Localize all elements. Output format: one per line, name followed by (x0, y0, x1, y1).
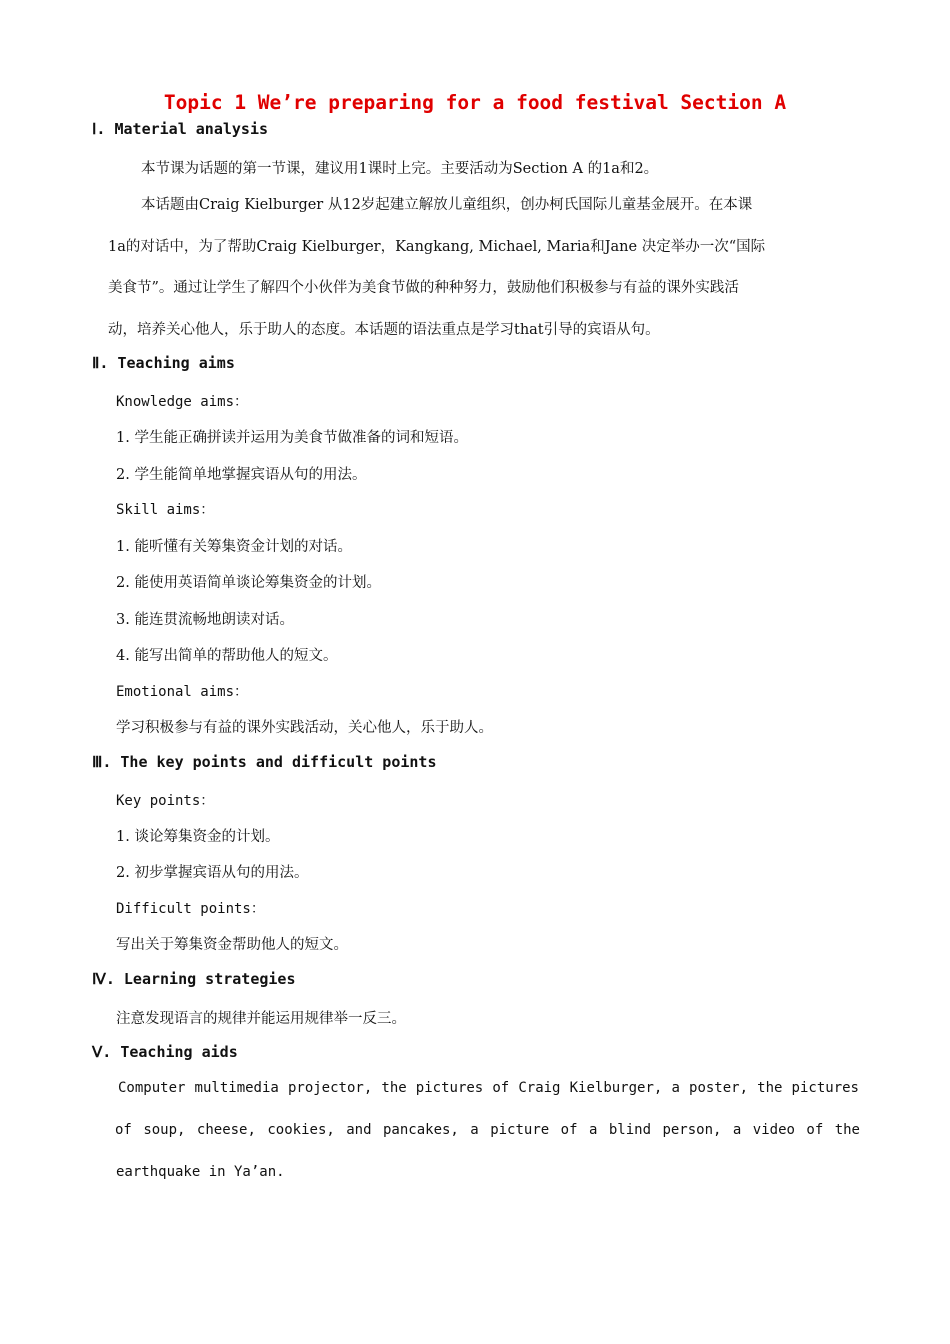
skill-aim-item: 3. 能连贯流畅地朗读对话。 (116, 612, 294, 628)
key-point-item: 1. 谈论筹集资金的计划。 (116, 829, 280, 845)
section-heading-teaching-aids: Ⅴ. Teaching aids (92, 1043, 238, 1061)
material-paragraph-2-line-1: 本话题由Craig Kielburger 从12岁起建立解放儿童组织，创办柯氏国际儿童基金展开。在本课 (141, 197, 753, 213)
material-paragraph-1: 本节课为话题的第一节课，建议用1课时上完。主要活动为Section A 的1a和2。 (141, 161, 659, 177)
skill-aim-item: 1. 能听懂有关筹集资金计划的对话。 (116, 539, 352, 555)
knowledge-aims-label: Knowledge aims： (116, 394, 249, 410)
learning-strategies-text: 注意发现语言的规律并能运用规律举一反三。 (116, 1011, 406, 1027)
emotional-aims-label: Emotional aims： (116, 684, 249, 700)
emotional-aims-text: 学习积极参与有益的课外实践活动，关心他人，乐于助人。 (116, 720, 493, 736)
skill-aim-item: 4. 能写出简单的帮助他人的短文。 (116, 648, 338, 664)
skill-aims-label: Skill aims： (116, 502, 215, 518)
difficult-points-label: Difficult points： (116, 901, 265, 917)
material-paragraph-2-line-2: 1a的对话中，为了帮助Craig Kielburger，Kangkang, Michael, Maria和Jane 决定举办一次“国际 (108, 239, 766, 255)
section-heading-key-points: Ⅲ. The key points and difficult points (92, 753, 437, 771)
teaching-aids-line-2: of soup, cheese, cookies, and pancakes, a picture of a blind person, a video of the (115, 1122, 860, 1138)
key-points-label: Key points： (116, 793, 215, 809)
material-paragraph-2-line-3: 美食节”。通过让学生了解四个小伙伴为美食节做的种种努力，鼓励他们积极参与有益的课外实践活 (108, 280, 739, 296)
key-point-item: 2. 初步掌握宾语从句的用法。 (116, 865, 309, 881)
section-heading-teaching-aims: Ⅱ. Teaching aims (92, 354, 235, 372)
teaching-aids-line-1: Computer multimedia projector, the pictures of Craig Kielburger, a poster, the pictures (118, 1080, 859, 1096)
section-heading-learning-strategies: Ⅳ. Learning strategies (92, 970, 296, 988)
skill-aim-item: 2. 能使用英语简单谈论筹集资金的计划。 (116, 575, 381, 591)
teaching-aids-line-3: earthquake in Ya’an. (116, 1164, 285, 1180)
material-paragraph-2-line-4: 动，培养关心他人，乐于助人的态度。本话题的语法重点是学习that引导的宾语从句。 (108, 322, 660, 338)
section-heading-material-analysis: Ⅰ. Material analysis (92, 120, 269, 138)
document-title: Topic 1 We’re preparing for a food festival Section A (163, 91, 787, 114)
knowledge-aim-item: 2. 学生能简单地掌握宾语从句的用法。 (116, 467, 367, 483)
knowledge-aim-item: 1. 学生能正确拼读并运用为美食节做准备的词和短语。 (116, 430, 468, 446)
difficult-points-text: 写出关于筹集资金帮助他人的短文。 (116, 937, 348, 953)
